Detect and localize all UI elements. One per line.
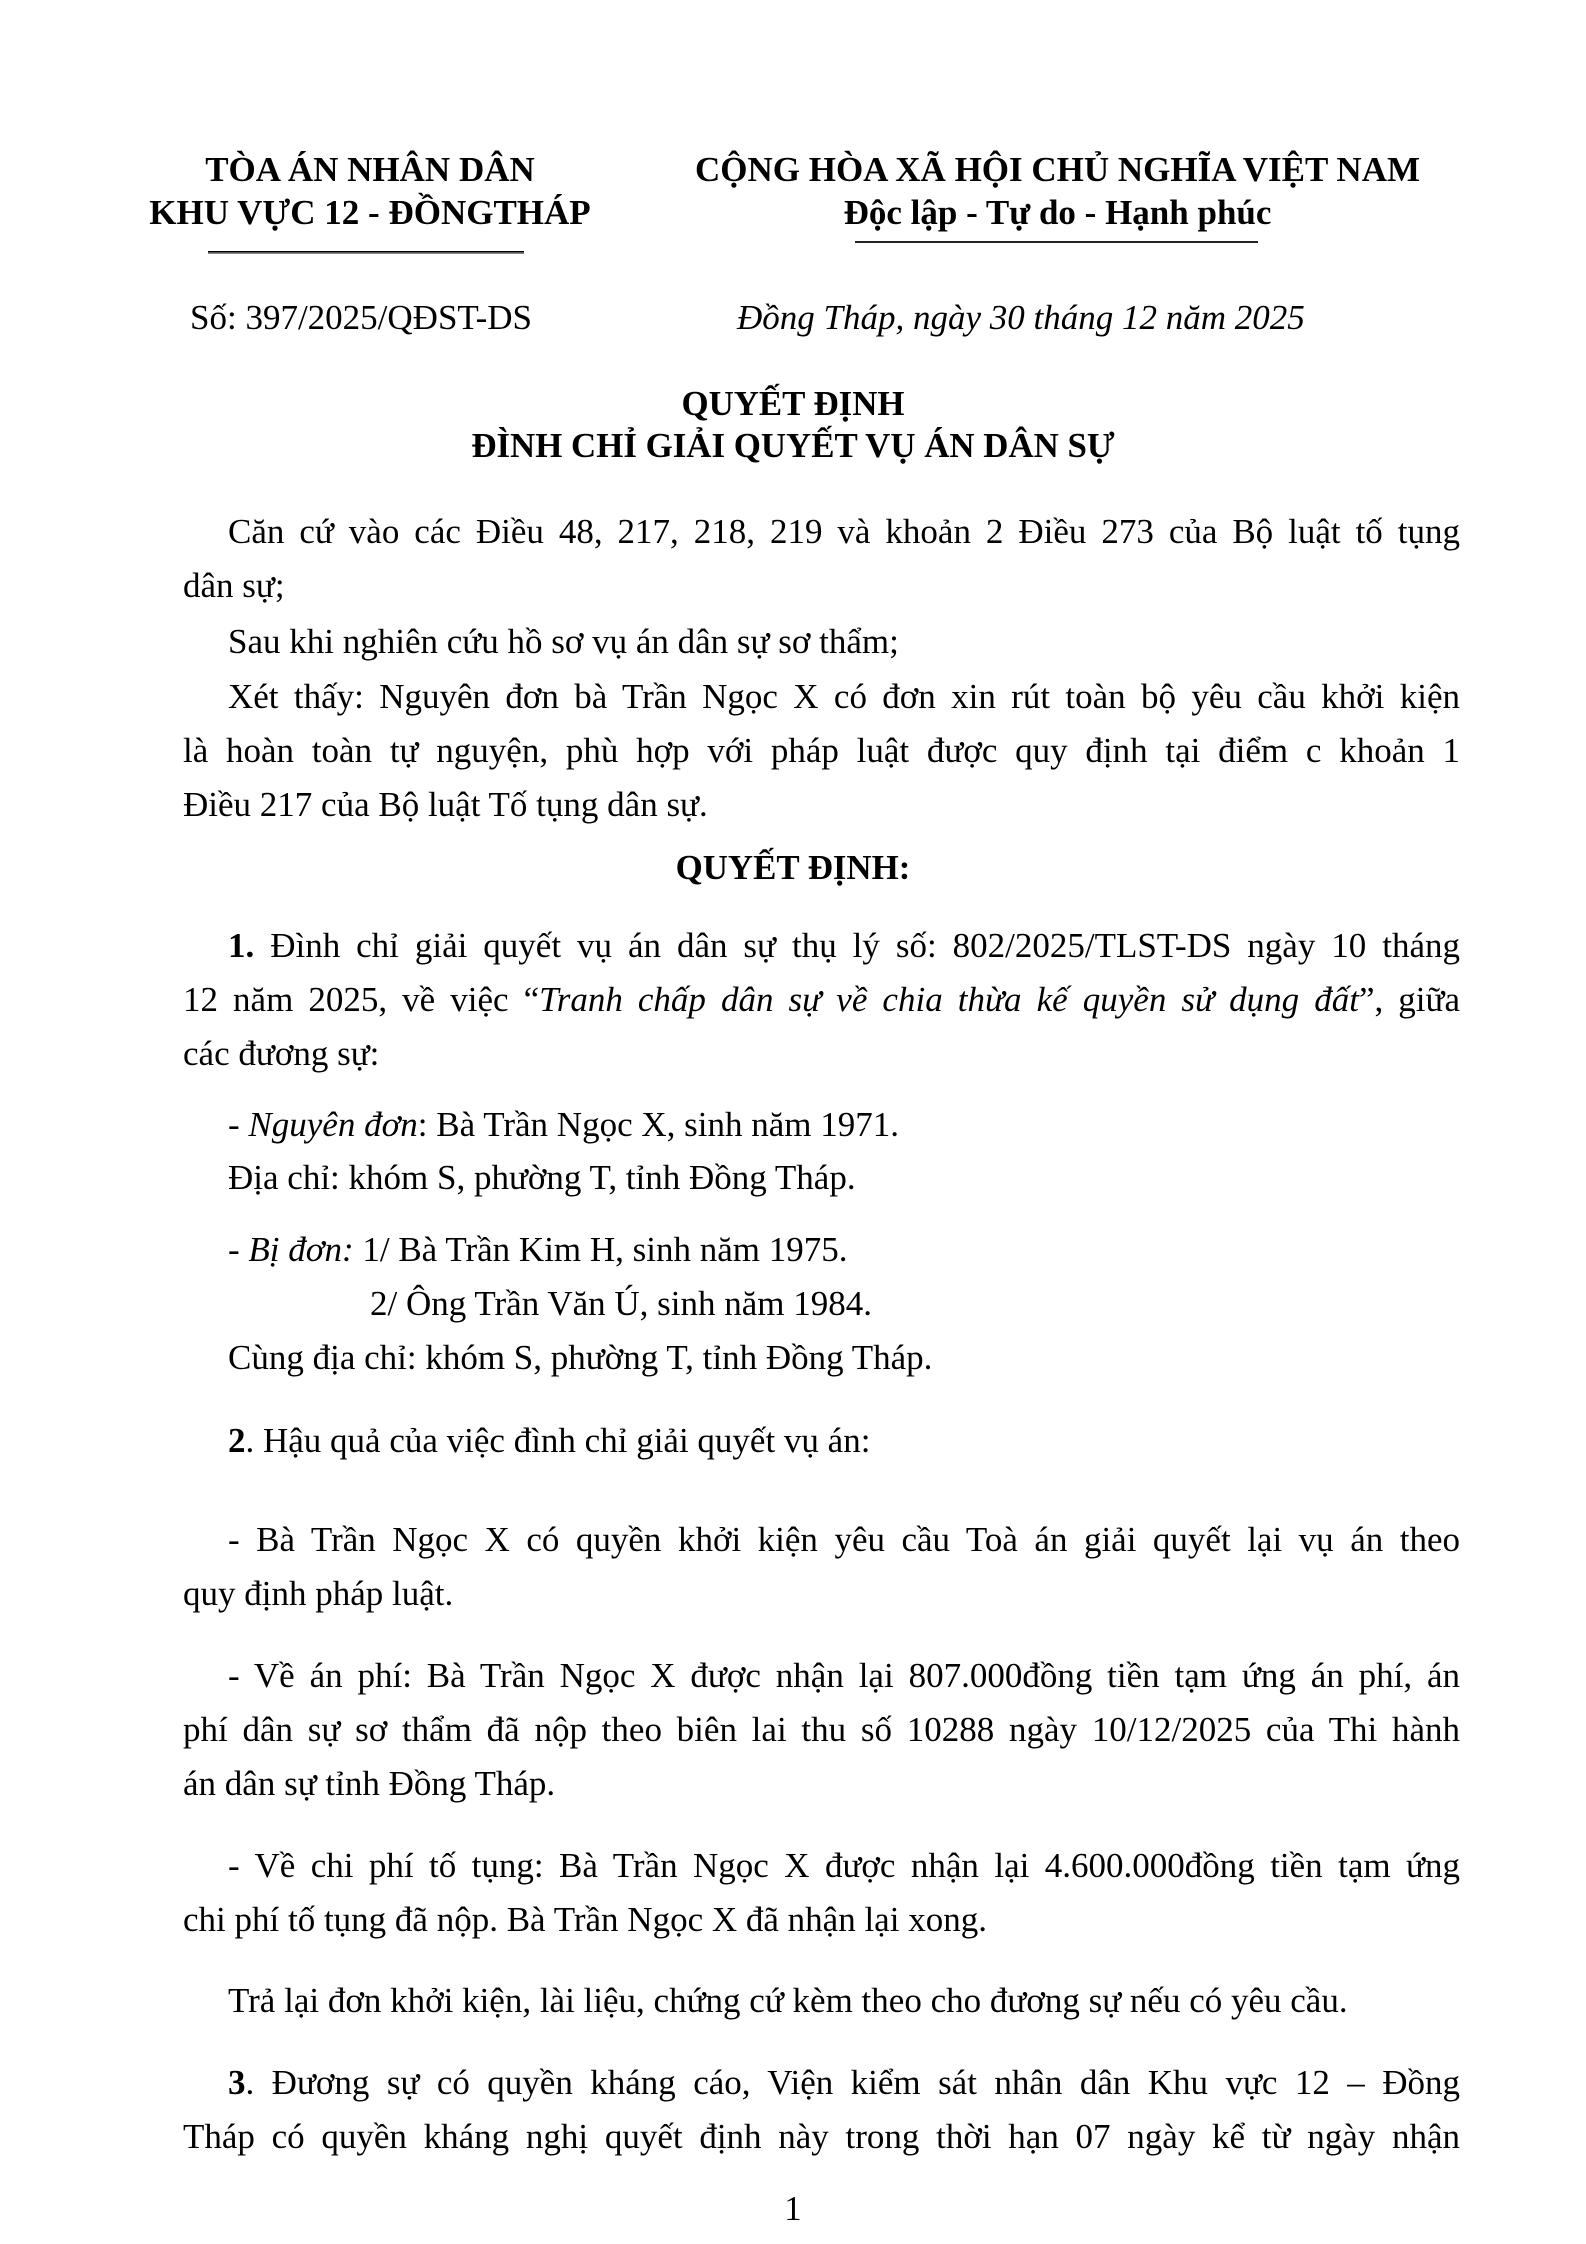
section2-heading xyxy=(228,1421,870,1461)
section1-line2-pre: 12 năm 2025, về việc “ xyxy=(183,980,540,1019)
court-header-divider xyxy=(208,251,524,254)
review-statement: Sau khi nghiên cứu hồ sơ vụ án dân sự sơ thẩm; xyxy=(228,622,899,661)
court-name-line2: KHU VỰC 12 - ĐỒNGTHÁP xyxy=(149,193,591,232)
section1-line1 xyxy=(228,926,1460,966)
document-number: Số: 397/2025/QĐST-DS xyxy=(190,298,532,337)
legal-basis-line1: Căn cứ vào các Điều 48, 217, 218, 219 và khoản 2 Điều 273 của Bộ luật tố tụng xyxy=(228,512,1460,551)
finding-line2: là hoàn toàn tự nguyện, phù hợp với pháp luật được quy định tại điểm c khoản 1 xyxy=(183,731,1460,770)
legal-basis-line2: dân sự; xyxy=(183,566,285,605)
section2-item3-line1: - Về chi phí tố tụng: Bà Trần Ngọc X được nhận lại 4.600.000đồng tiền tạm ứng xyxy=(228,1846,1460,1885)
section2-item2-line3: án dân sự tỉnh Đồng Tháp. xyxy=(183,1764,556,1803)
defendant-address: Cùng địa chỉ: khóm S, phường T, tỉnh Đồng Tháp. xyxy=(228,1338,933,1377)
defendant-1: 1/ Bà Trần Kim H, sinh năm 1975. xyxy=(353,1230,848,1269)
nation-motto: Độc lập - Tự do - Hạnh phúc xyxy=(843,193,1272,232)
decision-heading: QUYẾT ĐỊNH: xyxy=(675,848,911,887)
section2-item3-line2: chi phí tố tụng đã nộp. Bà Trần Ngọc X đã nhận lại xong. xyxy=(183,1900,987,1939)
case-subject: Tranh chấp dân sự về chia thừa kế quyền sử dụng đất xyxy=(539,980,1359,1019)
section3-line1 xyxy=(228,2063,1460,2103)
section1-line2 xyxy=(183,980,1460,1020)
plaintiff-dash: - xyxy=(228,1105,249,1144)
return-documents: Trả lại đơn khởi kiện, lài liệu, chứng cứ kèm theo cho đương sự nếu có yêu cầu. xyxy=(228,1981,1348,2020)
defendant-line1 xyxy=(228,1230,848,1270)
page-number: 1 xyxy=(784,2189,802,2228)
section1-line1-text: Đình chỉ giải quyết vụ án dân sự thụ lý số: 802/2025/TLST-DS ngày 10 tháng xyxy=(254,926,1460,965)
section1-line2-post: ”, giữa xyxy=(1358,980,1461,1019)
section2-item2-line2: phí dân sự sơ thẩm đã nộp theo biên lai thu số 10288 ngày 10/12/2025 của Thi hành xyxy=(183,1710,1460,1749)
defendant-2: 2/ Ông Trần Văn Ú, sinh năm 1984. xyxy=(370,1284,873,1323)
section2-heading-text: . Hậu quả của việc đình chỉ giải quyết vụ án: xyxy=(245,1421,871,1460)
court-name-line1: TÒA ÁN NHÂN DÂN xyxy=(205,150,535,189)
section3-line2: Tháp có quyền kháng nghị quyết định này trong thời hạn 07 ngày kể từ ngày nhận xyxy=(183,2117,1460,2156)
document-subtitle: ĐÌNH CHỈ GIẢI QUYẾT VỤ ÁN DÂN SỰ xyxy=(471,426,1115,465)
plaintiff-address: Địa chỉ: khóm S, phường T, tỉnh Đồng Tháp. xyxy=(228,1158,856,1197)
finding-line3: Điều 217 của Bộ luật Tố tụng dân sự. xyxy=(183,785,708,824)
defendant-dash: - xyxy=(228,1230,249,1269)
document-title: QUYẾT ĐỊNH xyxy=(681,384,905,423)
section2-item2-line1: - Về án phí: Bà Trần Ngọc X được nhận lại 807.000đồng tiền tạm ứng án phí, án xyxy=(228,1656,1460,1695)
plaintiff-label: Nguyên đơn xyxy=(248,1105,418,1144)
defendant-label: Bị đơn: xyxy=(248,1230,354,1269)
section3-number: 3 xyxy=(228,2063,246,2102)
motto-underline xyxy=(855,241,1258,243)
section2-number: 2 xyxy=(228,1421,246,1460)
section1-number: 1. xyxy=(228,926,255,965)
place-and-date: Đồng Tháp, ngày 30 tháng 12 năm 2025 xyxy=(737,298,1305,337)
section2-item1-line2: quy định pháp luật. xyxy=(183,1574,454,1613)
section3-line1-text: . Đương sự có quyền kháng cáo, Viện kiểm sát nhân dân Khu vực 12 – Đồng xyxy=(245,2063,1460,2102)
nation-title: CỘNG HÒA XÃ HỘI CHỦ NGHĨA VIỆT NAM xyxy=(694,150,1421,189)
section2-item1-line1: - Bà Trần Ngọc X có quyền khởi kiện yêu cầu Toà án giải quyết lại vụ án theo xyxy=(228,1520,1460,1559)
section1-line3: các đương sự: xyxy=(183,1034,380,1073)
finding-line1: Xét thấy: Nguyên đơn bà Trần Ngọc X có đơn xin rút toàn bộ yêu cầu khởi kiện xyxy=(228,677,1460,716)
plaintiff-line xyxy=(228,1105,899,1145)
plaintiff-text: : Bà Trần Ngọc X, sinh năm 1971. xyxy=(417,1105,899,1144)
